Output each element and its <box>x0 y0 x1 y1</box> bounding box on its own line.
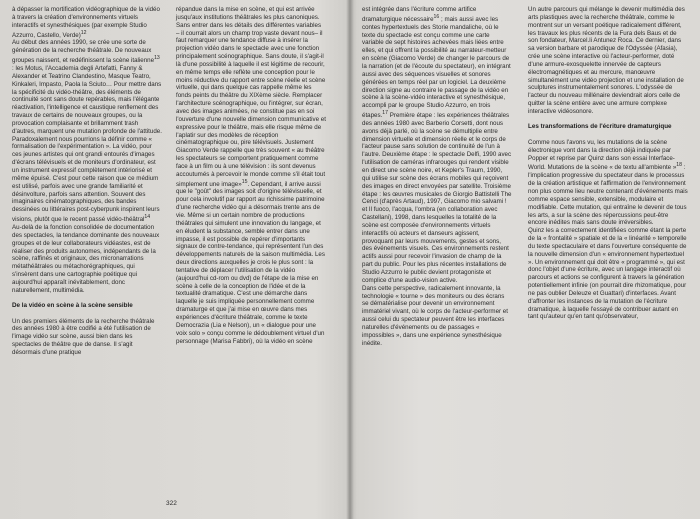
paragraph: Un des premiers éléments de la recherche théâtrale des années 1980 à être codifié a été l'utilisation de l'image vidéo sur scène, aussi bien dans les spectacles de théâtre que de danse. Il s'agit désormais d'une pratique <box>12 317 155 356</box>
paragraph: répandue dans la mise en scène, et qui est arrivée jusqu'aux institutions théâtrales les plus canoniques. Sans entrer dans les détails des différentes variables – il courrait alors un champ trop vaste devant nous– il faut remarquer une tendance diffuse à insérer la projection vidéo dans le spectacle avec une fonction principalement scénographique. Sans doute, il s'agit-il là d'une possibilité à laquelle il est légitime de recourir, en même temps elle reflète une conception pour le moins réductive du rapport entre scène réelle et scène virtuelle, qui dans quelque cas rappelle même les fonds peints du théâtre du XIXème siècle. Remplacer l'architecture scénographique, ou l'intégrer, sur écran, avec des images animées, ne constitue pas en soi l'ouverture d'une nouvelle dimension communicative et expressive pour le théâtre, mais elle risque même de l'aplatir sur des modèles de réception cinématographique ou, pire télévisuels. Justement Giacomo Verde rappelle que très souvent « au théâtre les spectateurs se comportent pratiquement comme face à un film ou à une télévision : ils sont devenus accoutumés à percevoir le monde comme s'il était tout simplement une image»$^{15}$. Cependant, il arrive aussi que le "goût" des images soit d'origine télévisuelle, et pour cela involutif par rapport au richissime patrimoine d'une recherche vidéo qui a désormais trente ans de vie. Même si un certain nombre de productions théâtrales qui simulent une innovation du langage, et en éludent la substance, semble entrer dans une impasse, il est possible de repérer d'importants signaux de contre-tendance, qui représentent l'un des développements naturels de la saison multimédia. Les deux directions auxquelles je crois le plus sont : la tentative de déplacer l'utilisation de la vidéo (aujourd'hui cd-rom ou dvd) de l'étape de la mise en scène à celle de la conception de l'idée et de la textualité dramatique. C'est une démarche dans laquelle je suis impliquée personnellement comme dramaturge et que j'ai mise en œuvre dans mes expériences d'écriture théâtrale, comme le texte Democrazia (Lia e Nelson), un « dialogue pour une voix solo » conçu comme le dédoublement virtuel d'un personnage (Marisa Fabbri), où la vidéo en scène <box>176 6 326 345</box>
footnote-ref: 15 <box>241 178 248 185</box>
footnote-ref: 17 <box>382 110 389 117</box>
left-page <box>0 0 349 519</box>
paragraph: Au début des années 1990, se crée une sorte de génération de la recherche théâtrale. De nouveaux groupes naissent, et redéfinissent la scène italienne$^{13}$ : les Motus, l'Accademia degli Artefatti, Fanny & Alexander et Teatrino Clandestino, Masque Teatro, Kinkaleri, Impasto, Paola la Sciuto… Pour mettre dans la spécificité du vidéo-théâtre, des éléments de continuité sont sans doute repérables, mais l'élégante réactivation, l'intelligence et caustique renflement des travaux de certains de nouveaux groupes, ou la provocation complaisante et brillamment trash d'autres, marquent une mutation profonde de l'attitude. Paradoxalement nous pourrions la définir comme « formalisation de l'expérimentation ». La vidéo, pour ces jeunes artistes qui ont grandi entourés d'images d'écrans télévisuels et de moniteurs d'ordinateur, est un instrument expressif complètement intériorisé et même épuisé. C'est pour cette raison que ce médium est utilisé, parfois avec une grande familiarité et désinvolture, parfois sans attention. Souvent des imaginaires cinématographiques, des bandes dessinées ou littéraires post-cyberpunk inspirent leurs visions, plutôt que le recent passé vidéo-théâtral$^{14}$ <box>12 39 162 224</box>
text-column-1 <box>12 6 162 357</box>
page-number: 322 <box>166 500 177 507</box>
footnote-ref: 18 <box>676 162 683 169</box>
paragraph: Un autre parcours qui mélange le devenir multimédia des arts plastiques avec la recherche théâtrale, comme le montrent sur un versant poétique radicalement différent, les travaux les plus récents de la Fura dels Baus et de son fondateur, Marcel.li Antunez Roca. Ce dernier, dans sa version barbare et parodique de l'Odyssée (Afasia), crée une scène interactive où l'acteur-performer, doté d'une armure-exosquelette innervée de capteurs électromagnétiques et au mercure, manœuvre simultanément une vidéo projection et une installation de sculptures instrumentalement sonores. L'odyssée de l'acteur du nouveau millénaire deviendrait alors celle de quitter la scène entière avec une armure complexe interactive vidéosonore. <box>528 6 685 115</box>
paragraph: est intégrée dans l'écriture comme artifice dramaturgique nécessaire$^{16}$ ; mais aussi avec les contes hypertextuels des Storie mandaliche, où le texte du spectacle est conçu comme une carte variable de sept histoires achevées mais liées entre elles, et qui offrent la possibilité au narrateur-metteur en scène (Giacomo Verde) de changer le parcours de la narration (et de l'écoute du spectateur), en intégrant aussi avec des séquences visuelles et sonores générées en temps réel par un logiciel. La deuxième direction signe au contraire le passage de la vidéo en scène à la scène-vidéo interactive et synesthésique, accompli par le groupe Studio Azzurro, en trois étapes.$^{17}$ Première étape : les expériences théâtrales des années 1980 avec Barberio Corsetti, dont nous avons déjà parlé, où la scène se démultiplie entre dimension virtuelle et dimension réelle et le corps de l'acteur pause sans solution de continuité de l'un à l'autre. Deuxième étape : le spectacle Delfi, 1990 avec l'utilisation de caméras infrarouges qui rendent visible en direct une scène noire, et Kepler's Traum, 1990, qui utilise sur scène des écrans mobiles qui reçoivent des images en direct envoyées par satellite. Troisième étape : les œuvres musicales de Giorgio Battistelli The Cenci (d'après Artaud), 1997, Giacomo mio salvami ! et Il fuoco, l'acqua, l'ombra (en collaboration avec Castellani), 1998, dans lesquelles la totalité de la scène est composée d'environnements virtuels interactifs où acteurs et danseurs agissent, provoquant par leurs mouvements, gestes et sons, des événements visuels. Ces environnements restent actifs aussi pour recevoir l'invasion de champ de la part du public. Pour les plus récentes installations de Studio Azzurro le public devient protagoniste et complice d'une audio-vision active. <box>362 6 512 284</box>
paragraph: à dépasser la mortification vidéographique de la vidéo à travers la création d'environnements virtuels interactifs et synesthésiques (par exemple Studio Azzurro, Castello, Verde)$^{12}$ <box>12 6 160 39</box>
footnote-ref: 12 <box>80 29 87 36</box>
footnote-ref: 14 <box>144 214 151 221</box>
text-column-2 <box>176 6 326 345</box>
text-column-3 <box>362 6 512 347</box>
paragraph: Au-delà de la fonction consolidée de documentation des spectacles, la tendance dominante des nouveaux groupes et de leur collaborateurs vidéastes, est de réaliser des produits autonomes, indépendants de la scène, raffinés et originaux, des micronarrations métathéâtrales ou métachorégraphiques, qui s'insèrent dans une cartographie poétique qui aujourd'hui apparaît inévitablement, donc naturellement, multimédia. <box>12 223 160 294</box>
section-heading: De la vidéo en scène à la scène sensible <box>12 302 133 310</box>
text-column-4 <box>528 6 688 321</box>
paragraph: Dans cette perspective, radicalement innovante, la technologie « tourne » des moniteurs ou des écrans se dématérialise pour devenir un environnement immatériel vivant, où le corps de l'acteur-performer et aussi celui du spectateur peuvent être les interfaces naturelles d'événements ou de passages « impossibles », dans une expérience synesthésique inédite. <box>362 284 508 347</box>
footnote-ref: 16 <box>433 13 440 20</box>
paragraph: Quinz les a correctement identifiées comme étant la perte de la « frontalité » spatiale et de la « linéarité » temporelle du texte spectaculaire et dans l'ouverture conséquente de la nouvelle dimension d'un « environnement hypertextuel ». Un environnement qui doit être « programmé », qui est donc l'objet d'une écriture, avec un langage interactif où parcours et actions se configurent à travers la génération potentiellement infinie (on pourrait dire rhizomatique, pour ne pas oublier Deleuze et Guattari) d'interfaces. Avant d'affronter les instances de la mutation de l'écriture dramatique, à laquelle l'essayé de contribuer autant en tant qu'auteur qu'en tant qu'observateur, <box>528 227 687 321</box>
footnote-ref: 13 <box>154 55 160 62</box>
section-heading: Les transformations de l'écriture dramaturgique <box>528 123 672 131</box>
paragraph: Comme nous l'avons vu, les mutations de la scène électronique vont dans la direction déjà indiquée par Popper et reprise par Quinz dans son essai Interface-World. Mutations de la scène « de textu all'ambiente »$^{18}$ : l'implication progressive du spectateur dans le processus de la création artistique et l'affirmation de l'environnement non plus comme lieu neutre contenant d'événements mais comme espace sensible, extensible, modulaire et modifiable. Cette mutation, qui entraîne le devenir de tous les arts, a sur la scène des répercussions peut-être encore inédites mais sans doute irréversibles. <box>528 138 688 227</box>
